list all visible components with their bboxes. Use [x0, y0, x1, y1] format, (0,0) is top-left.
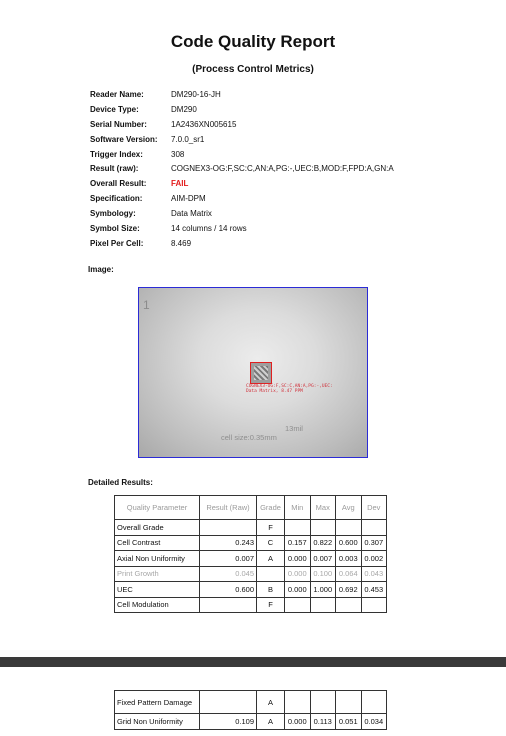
meta-row-reader-name [90, 87, 394, 102]
raw-cell: 0.243 [200, 535, 257, 551]
max-cell [310, 520, 336, 536]
meta-value: 8.469 [171, 238, 192, 248]
captured-code-image [138, 287, 368, 458]
meta-value: 14 columns / 14 rows [171, 223, 247, 233]
min-cell: 0.157 [285, 535, 311, 551]
meta-label: Software Version: [90, 134, 158, 144]
dev-cell: 0.453 [361, 582, 387, 598]
meta-label: Device Type: [90, 104, 139, 114]
avg-cell: 0.600 [336, 535, 362, 551]
max-cell: 0.007 [310, 551, 336, 567]
avg-cell: 0.051 [336, 714, 362, 730]
grade-cell: C [257, 535, 285, 551]
overlay-line: Data Matrix, 8.47 PPM [246, 389, 303, 394]
grade-cell: F [257, 520, 285, 536]
table-row [115, 582, 387, 598]
min-cell [285, 520, 311, 536]
dev-cell: 0.002 [361, 551, 387, 567]
photo-corner-mark: 1 [143, 298, 150, 312]
image-section-label: Image: [88, 265, 114, 274]
avg-cell [336, 691, 362, 714]
min-cell [285, 691, 311, 714]
min-cell [285, 597, 311, 613]
report-title: Code Quality Report [170, 32, 336, 51]
dev-cell: 0.307 [361, 535, 387, 551]
min-cell: 0.000 [285, 551, 311, 567]
table-row [115, 597, 387, 613]
param-cell: Print Growth [115, 566, 200, 582]
raw-cell: 0.600 [200, 582, 257, 598]
overlay-line: COGNEX3-OG:F,SC:C,AN:A,PG:-,UEC: [246, 384, 333, 389]
meta-row-device-type [90, 102, 394, 117]
meta-row-trigger-index [90, 147, 394, 162]
raw-cell [200, 597, 257, 613]
param-cell: Axial Non Uniformity [115, 551, 200, 567]
meta-label: Serial Number: [90, 119, 147, 129]
table-row [115, 691, 387, 714]
table-row [115, 520, 387, 536]
meta-row-software-version [90, 132, 394, 147]
avg-cell: 0.064 [336, 566, 362, 582]
table-row [115, 714, 387, 730]
meta-row-result-raw [90, 161, 394, 176]
column-header: Avg [336, 496, 362, 520]
raw-cell: 0.045 [200, 566, 257, 582]
max-cell: 1.000 [310, 582, 336, 598]
decode-overlay-text [246, 384, 333, 394]
param-cell: Cell Contrast [115, 535, 200, 551]
grade-cell: B [257, 582, 285, 598]
meta-value: AIM-DPM [171, 194, 206, 204]
meta-value: 7.0.0_sr1 [171, 134, 205, 144]
grade-cell [257, 566, 285, 582]
meta-value: DM290-16-JH [171, 89, 221, 99]
grade-cell: F [257, 597, 285, 613]
meta-label: Result (raw): [90, 164, 139, 174]
column-header: Max [310, 496, 336, 520]
avg-cell [336, 597, 362, 613]
max-cell: 0.100 [310, 566, 336, 582]
meta-label: Overall Result: [90, 179, 147, 189]
table-row [115, 535, 387, 551]
param-cell: UEC [115, 582, 200, 598]
grade-cell: A [257, 714, 285, 730]
meta-label: Reader Name: [90, 89, 144, 99]
page-break-divider [0, 657, 506, 667]
table-row [115, 551, 387, 567]
min-cell: 0.000 [285, 582, 311, 598]
table-row [115, 566, 387, 582]
dev-cell [361, 691, 387, 714]
meta-row-symbology [90, 206, 394, 221]
param-cell: Overall Grade [115, 520, 200, 536]
data-matrix-roi-box [250, 362, 272, 384]
meta-label: Specification: [90, 194, 143, 204]
max-cell [310, 597, 336, 613]
meta-value: Data Matrix [171, 209, 212, 219]
grade-cell: A [257, 551, 285, 567]
meta-label: Symbology: [90, 209, 136, 219]
param-cell: Cell Modulation [115, 597, 200, 613]
raw-cell: 0.007 [200, 551, 257, 567]
detailed-results-label: Detailed Results: [88, 478, 153, 487]
avg-cell [336, 520, 362, 536]
raw-cell: 0.109 [200, 714, 257, 730]
dev-cell [361, 597, 387, 613]
meta-row-overall-result [90, 176, 394, 191]
meta-label: Trigger Index: [90, 149, 143, 159]
meta-value: 308 [171, 149, 185, 159]
meta-value: 1A2436XN005615 [171, 119, 237, 129]
detailed-results-table [114, 495, 387, 613]
dev-cell [361, 520, 387, 536]
engraved-text-line: 13mil [285, 424, 303, 433]
table-header-row [115, 496, 387, 520]
param-cell: Fixed Pattern Damage [115, 691, 200, 714]
engraved-text-line: cell size:0.35mm [221, 433, 277, 442]
column-header: Quality Parameter [115, 496, 200, 520]
max-cell: 0.822 [310, 535, 336, 551]
report-subtitle: (Process Control Metrics) [192, 64, 314, 75]
column-header: Min [285, 496, 311, 520]
min-cell: 0.000 [285, 566, 311, 582]
raw-cell [200, 691, 257, 714]
column-header: Grade [257, 496, 285, 520]
meta-label: Symbol Size: [90, 223, 140, 233]
avg-cell: 0.003 [336, 551, 362, 567]
avg-cell: 0.692 [336, 582, 362, 598]
meta-value: COGNEX3-OG:F,SC:C,AN:A,PG:-,UEC:B,MOD:F,FPD:A,GN:A [171, 164, 394, 174]
min-cell: 0.000 [285, 714, 311, 730]
dev-cell: 0.043 [361, 566, 387, 582]
meta-row-specification [90, 191, 394, 206]
meta-row-serial-number [90, 117, 394, 132]
max-cell [310, 691, 336, 714]
param-cell: Grid Non Uniformity [115, 714, 200, 730]
dev-cell: 0.034 [361, 714, 387, 730]
meta-row-pixel-per-cell [90, 236, 394, 251]
column-header: Result (Raw) [200, 496, 257, 520]
raw-cell [200, 520, 257, 536]
reader-metadata [90, 87, 394, 251]
overall-result-status: FAIL [171, 179, 189, 189]
column-header: Dev [361, 496, 387, 520]
meta-value: DM290 [171, 104, 197, 114]
max-cell: 0.113 [310, 714, 336, 730]
meta-row-symbol-size [90, 221, 394, 236]
meta-label: Pixel Per Cell: [90, 238, 144, 248]
detailed-results-table-continued [114, 690, 387, 730]
grade-cell: A [257, 691, 285, 714]
